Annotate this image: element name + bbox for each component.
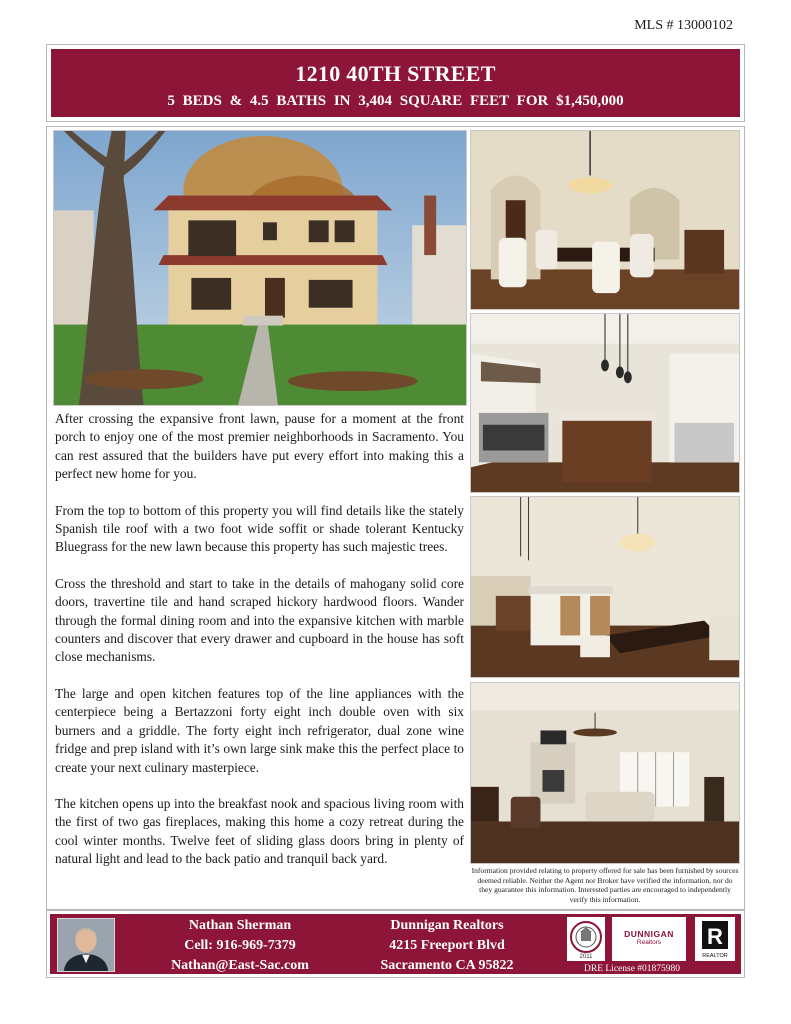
dunnigan-logo-subtext: Realtors: [636, 939, 662, 946]
kitchen-photo: [470, 313, 740, 493]
agent-headshot: [57, 918, 115, 972]
broker-street: 4215 Freeport Blvd: [389, 938, 505, 953]
logo-strip: [567, 917, 737, 961]
footer-frame: [46, 910, 745, 978]
description-paragraph: Cross the threshold and start to take in the details of mahogany solid core doors, travertine tile and hand scraped hickory hardwood floors. Wander through the formal dining room and into the expansive kitchen with marble counters and discover that every drawer and cupboard in the house has soft close mechanisms.: [55, 575, 464, 665]
description-paragraph: From the top to bottom of this property you will find details like the stately Spanish tile roof with a two foot wide soffit or shade tolerant Kentucky Bluegrass for the new lawn because this property has such majestic trees.: [55, 502, 464, 555]
realtor-logo: [695, 917, 735, 961]
description-paragraph: After crossing the expansive front lawn, pause for a moment at the front porch to enjoy one of the most premier neighborhoods in Sacramento. You can rest assured that the builders have put every effort into making this a perfect new home for you.: [55, 411, 464, 482]
mls-number: MLS # 13000102: [634, 18, 733, 33]
property-address: 1210 40TH STREET: [295, 61, 496, 86]
broker-name: Dunnigan Realtors: [390, 918, 504, 933]
award-seal-logo: [567, 917, 605, 961]
description-paragraph: The kitchen opens up into the breakfast nook and spacious living room with the first of two gas fireplaces, making this home a cozy retreat during the cool winter months. Twelve feet of sliding glass doors bring in plenty of natural light and lead to the back patio and tranquil back yard.: [55, 795, 464, 867]
realtor-logo-text: REALTOR: [702, 953, 728, 959]
title-bar: [51, 49, 740, 117]
agent-cell: Cell: 916-969-7379: [184, 938, 296, 953]
title-frame: [46, 44, 745, 122]
svg-text:R: R: [707, 924, 723, 949]
disclaimer: Information provided relating to property offered for sale has been furnished by sources deemed reliable. Neither the Agent nor Broker have verified the information, nor do they guarantee this information. Interested parties are encouraged to independently verify this information.: [471, 866, 739, 904]
property-specs: 5 BEDS & 4.5 BATHS IN 3,404 SQUARE FEET FOR $1,450,000: [167, 93, 624, 109]
dining-room-photo: [470, 130, 740, 310]
living-room-photo: [470, 682, 740, 864]
description-paragraph: The large and open kitchen features top of the line appliances with the centerpiece being a Bertazzoni forty eight inch double oven with six burners and a griddle. The forty eight inch refrigerator, dual zone wine fridge and prep island with it’s own large sink make this the perfect place to create your next culinary masterpiece.: [55, 685, 464, 775]
breakfast-nook-photo: [470, 496, 740, 678]
dunnigan-logo: [612, 917, 686, 961]
dunnigan-logo-text: DUNNIGAN: [624, 929, 674, 939]
broker-contact: [362, 916, 532, 976]
seal-year: 2011: [579, 954, 593, 960]
agent-email[interactable]: Nathan@East-Sac.com: [171, 958, 309, 973]
property-description: [55, 410, 464, 887]
footer-bar: [50, 914, 741, 974]
broker-city: Sacramento CA 95822: [380, 958, 514, 973]
agent-contact: [150, 916, 330, 976]
agent-name: Nathan Sherman: [188, 918, 292, 933]
exterior-photo: [53, 130, 467, 406]
dre-license: DRE License #01875980: [584, 964, 681, 974]
